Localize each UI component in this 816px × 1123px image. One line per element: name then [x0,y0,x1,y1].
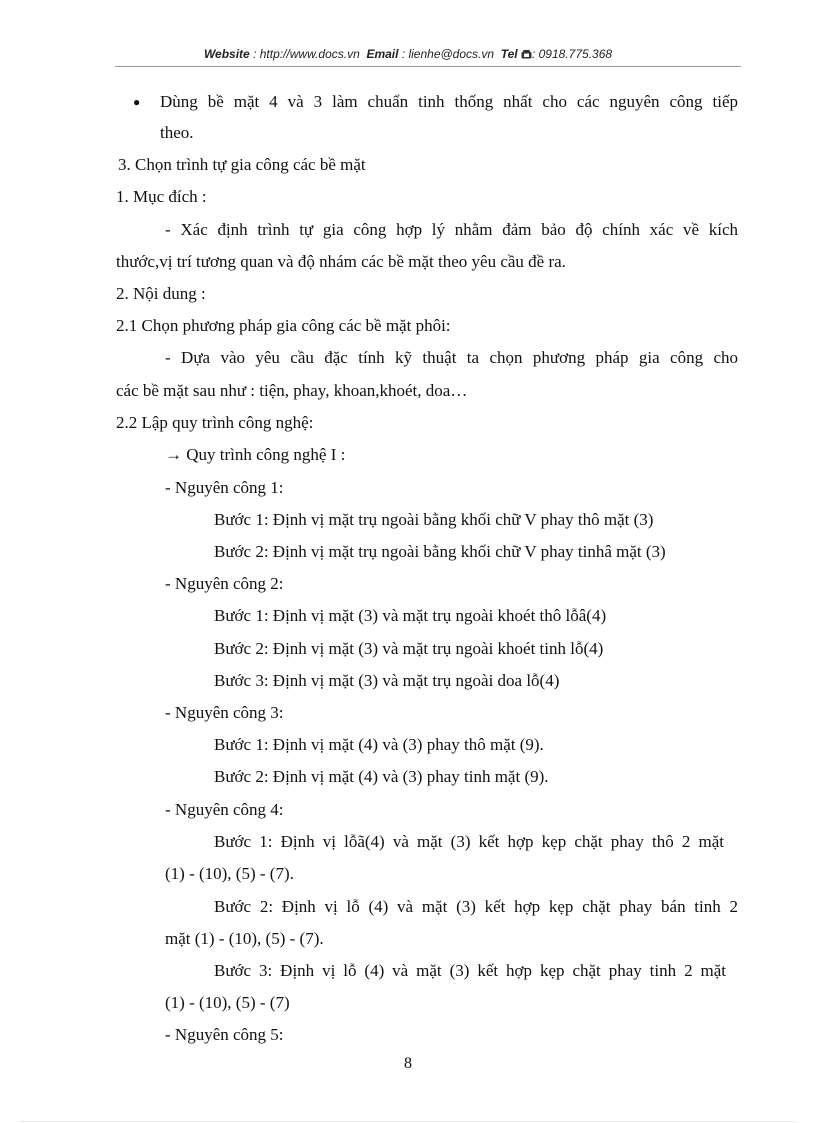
operation-1-step-1: Bước 1: Định vị mặt trụ ngoài bằng khối chữ V phay thô mặt (3) [214,510,654,529]
website-value: : http://www.docs.vn [249,47,360,61]
operation-3-step-1: Bước 1: Định vị mặt (4) và (3) phay thô mặt (9). [214,735,544,754]
operation-1-step-2: Bước 2: Định vị mặt trụ ngoài bằng khối chữ V phay tinhâ mặt (3) [214,542,666,561]
operation-4-step-2-line-2: mặt (1) - (10), (5) - (7). [165,929,324,948]
purpose-line-1: - Xác định trình tự gia công hợp lý nhằm đảm bảo độ chính xác về kích [165,220,738,239]
operation-2-step-2: Bước 2: Định vị mặt (3) và mặt trụ ngoài khoét tinh lỗ(4) [214,639,604,658]
operation-5: - Nguyên công 5: [165,1025,284,1044]
purpose-line-2: thước,vị trí tương quan và độ nhám các bề mặt theo yêu cầu đề ra. [116,252,566,271]
process-title: → Quy trình công nghệ I : [165,445,346,464]
operation-4-step-1-line-1: Bước 1: Định vị lỗã(4) và mặt (3) kết hợp kẹp chặt phay thô 2 mặt [214,832,724,851]
email-label: Email [366,47,399,61]
operation-4: - Nguyên công 4: [165,800,284,819]
page-number: 8 [404,1055,412,1072]
section-2-1-line-1: - Dựa vào yêu cầu đặc tính kỹ thuật ta chọn phương pháp gia công cho [165,348,738,367]
operation-2-step-1: Bước 1: Định vị mặt (3) và mặt trụ ngoài khoét thô lỗâ(4) [214,606,607,625]
phone-icon [521,48,532,57]
operation-4-step-1-line-2: (1) - (10), (5) - (7). [165,864,294,883]
operation-4-step-3-line-2: (1) - (10), (5) - (7) [165,993,290,1012]
page-bottom-edge [20,1121,796,1122]
email-value: : lienhe@docs.vn [398,47,495,61]
section-2-2: 2.2 Lập quy trình công nghệ: [116,413,314,432]
section-heading-3: 3. Chọn trình tự gia công các bề mặt [118,155,366,174]
bullet-dot: ● [133,95,141,109]
section-2-1-line-2: các bề mặt sau như : tiện, phay, khoan,khoét, doa… [116,381,468,400]
website-label: Website [203,47,250,61]
page-header [0,47,816,61]
tel-value: : 0918.775.368 [531,47,613,61]
operation-2-step-3: Bước 3: Định vị mặt (3) và mặt trụ ngoài doa lỗ(4) [214,671,560,690]
operation-3-step-2: Bước 2: Định vị mặt (4) và (3) phay tinh mặt (9). [214,767,549,786]
heading-purpose: 1. Mục đích : [116,187,207,206]
operation-4-step-3-line-1: Bước 3: Định vị lỗ (4) và mặt (3) kết hợp kẹp chặt phay tinh 2 mặt [214,961,726,980]
header-rule [115,66,741,67]
operation-1: - Nguyên công 1: [165,478,284,497]
section-2-1: 2.1 Chọn phương pháp gia công các bề mặt phôi: [116,316,451,335]
bullet-text-line-1: Dùng bề mặt 4 và 3 làm chuẩn tinh thống nhất cho các nguyên công tiếp [160,92,738,111]
bullet-text-line-2: theo. [160,123,194,142]
operation-3: - Nguyên công 3: [165,703,284,722]
heading-content: 2. Nội dung : [116,284,206,303]
operation-4-step-2-line-1: Bước 2: Định vị lỗ (4) và mặt (3) kết hợp kẹp chặt phay bán tinh 2 [214,897,738,916]
tel-label: Tel [500,47,518,61]
operation-2: - Nguyên công 2: [165,574,284,593]
